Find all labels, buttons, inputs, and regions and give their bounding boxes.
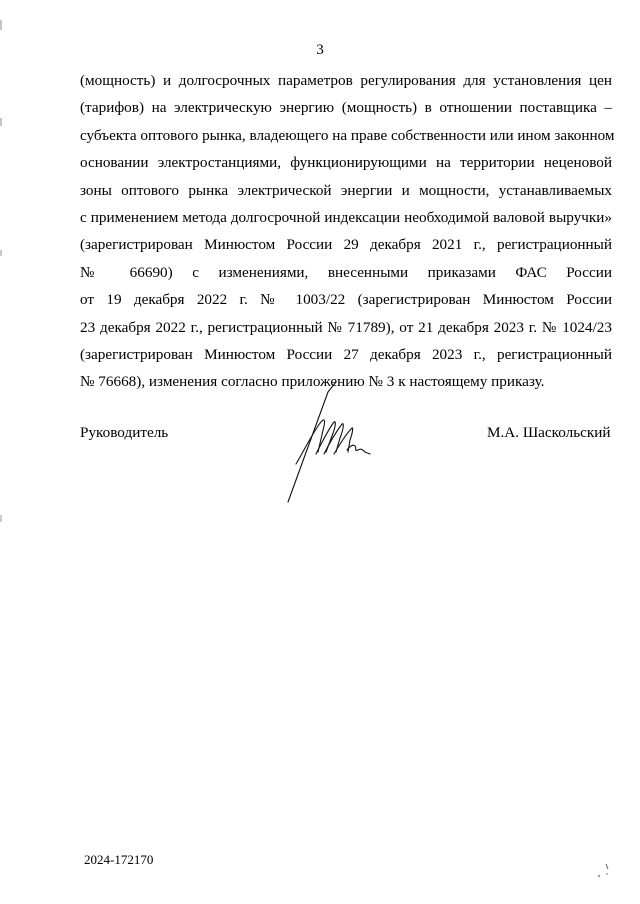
scan-speck-mark [596,860,616,882]
body-line-last: № 76668), изменения согласно приложению № 3 к настоящему приказу. [80,373,545,391]
body-line: с применением метода долгосрочной индексации необходимой валовой выручки» [80,208,612,226]
body-line: зоны оптового рынка электрической энергии и мощности, устанавливаемых [80,181,612,199]
body-line: субъекта оптового рынка, владеющего на праве собственности или ином законном [80,126,615,144]
handwritten-signature [280,380,380,505]
body-line: 23 декабря 2022 г., регистрационный № 71789), от 21 декабря 2023 г. № 1024/23 [80,318,612,336]
body-line: № 66690) с изменениями, внесенными приказами ФАС России [80,263,612,281]
body-line: (мощность) и долгосрочных параметров регулирования для установления цен [80,72,612,89]
body-line: (тарифов) на электрическую энергию (мощность) в отношении поставщика – [80,99,612,117]
body-text [80,67,615,396]
body-line: (зарегистрирован Минюстом России 29 декабря 2021 г., регистрационный [80,236,612,254]
body-line: (зарегистрирован Минюстом России 27 декабря 2023 г., регистрационный [80,345,612,363]
scan-edge-mark [0,0,4,904]
body-line: от 19 декабря 2022 г. № 1003/22 (зарегистрирован Минюстом России [80,291,612,309]
body-line: основании электростанциями, функционирующими на территории неценовой [80,154,612,172]
page-number: 3 [316,42,324,58]
document-number: 2024-172170 [84,852,154,867]
signatory-name: М.А. Шаскольский [487,424,611,441]
signer-position: Руководитель [80,424,169,441]
